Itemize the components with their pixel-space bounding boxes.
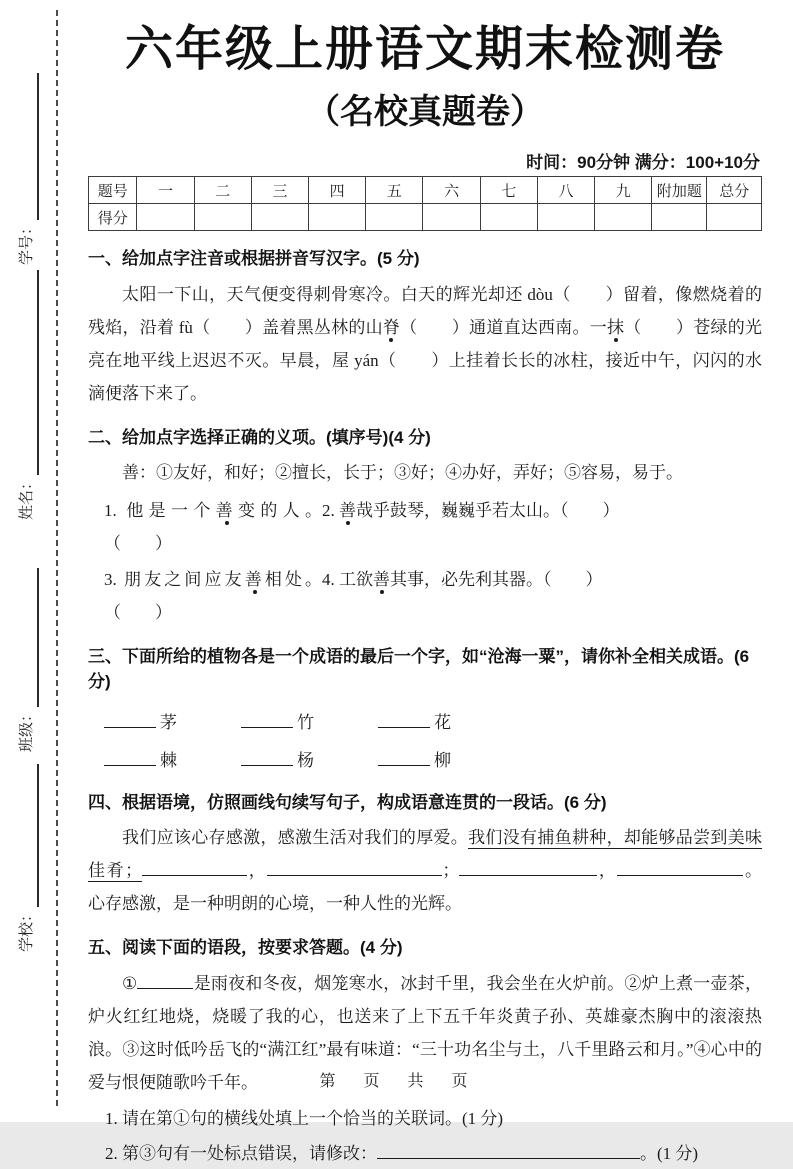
header-cell: 九 bbox=[595, 177, 652, 204]
margin-field-student-id bbox=[15, 73, 39, 265]
section-2-definition: 善：①友好，和好；②擅长，长于；③好；④办好，弄好；⑤容易，易于。 bbox=[122, 463, 683, 483]
answer-blank-line bbox=[267, 860, 442, 876]
answer-blank-line bbox=[241, 712, 293, 728]
score-cell bbox=[137, 204, 194, 231]
passage-text: （ ）苍绿的光亮在地平线上迟迟不灭。早晨，屋 yán（ ）上挂着长长的冰柱，接近中午，闪闪的水滴便落下来了。 bbox=[88, 317, 763, 403]
item-text: 2. bbox=[322, 501, 339, 521]
dashed-cut-line bbox=[56, 10, 58, 1106]
class-blank-line bbox=[18, 568, 39, 707]
answer-blank-line bbox=[241, 750, 293, 766]
section-4-passage bbox=[88, 821, 762, 920]
answer-blank-line bbox=[378, 750, 430, 766]
score-cell bbox=[707, 204, 762, 231]
item-text: 其事，必先利其器。（ ） bbox=[390, 570, 603, 590]
margin-field-school bbox=[15, 764, 39, 952]
list-item bbox=[322, 494, 762, 560]
idiom-blank-item bbox=[241, 709, 378, 737]
idiom-blank-item bbox=[104, 747, 241, 775]
list-item bbox=[104, 563, 322, 629]
header-cell: 四 bbox=[309, 177, 366, 204]
emphasized-char: 善 bbox=[244, 570, 265, 590]
class-label: 班级： bbox=[18, 706, 35, 752]
question-text: 。(1 分) bbox=[640, 1144, 699, 1164]
answer-blank-line bbox=[137, 973, 193, 989]
score-cell bbox=[366, 204, 423, 231]
page-title: 六年级上册语文期末检测卷 bbox=[124, 23, 725, 76]
plant-char: 棘 bbox=[160, 750, 177, 770]
score-row-label: 得分 bbox=[89, 204, 137, 231]
section-5-question-2 bbox=[88, 1138, 762, 1169]
score-cell bbox=[595, 204, 652, 231]
separator: ， bbox=[597, 861, 618, 881]
section-3-grid bbox=[88, 709, 762, 775]
header-cell: 七 bbox=[480, 177, 537, 204]
school-label: 学校： bbox=[18, 906, 35, 952]
answer-blank-line bbox=[377, 1143, 640, 1159]
header-cell: 题号 bbox=[89, 177, 137, 204]
separator: 。 bbox=[743, 861, 763, 881]
margin-field-class bbox=[15, 568, 39, 752]
passage-text: 心存感激，是一种明朗的心境，一种人性的光辉。 bbox=[88, 894, 462, 914]
section-4-heading: 四、根据语境，仿照画线句续写句子，构成语意连贯的一段话。(6 分) bbox=[88, 792, 607, 812]
answer-blank-line bbox=[142, 860, 247, 876]
school-blank-line bbox=[18, 764, 39, 907]
header-cell: 五 bbox=[366, 177, 423, 204]
name-label: 姓名： bbox=[18, 474, 35, 520]
idiom-blank-item bbox=[104, 709, 241, 737]
plant-char: 花 bbox=[434, 712, 451, 732]
plant-char: 茅 bbox=[160, 712, 177, 732]
section-1-heading: 一、给加点字注音或根据拼音写汉字。(5 分) bbox=[88, 249, 420, 269]
page-subtitle: （名校真题卷） bbox=[306, 93, 544, 131]
margin-field-name bbox=[15, 270, 39, 520]
answer-blank-line bbox=[104, 712, 156, 728]
header-cell: 总分 bbox=[707, 177, 762, 204]
list-item bbox=[104, 494, 322, 560]
passage-text: 是雨夜和冬夜，烟笼寒水，冰封千里，我会坐在火炉前。②炉上煮一壶茶，炉火红红地烧，烧暖了我的心，也送来了上下五千年炎黄子孙、英雄豪杰胸中的滚滚热浪。③这时低吟岳飞的“满江红”最有味道：“三十功名尘与土，八千里路云和月。”④心中的爱与恨便随歌吟千年。 bbox=[88, 974, 762, 1093]
item-text: 4. 工欲 bbox=[322, 570, 373, 590]
answer-blank-line bbox=[378, 712, 430, 728]
score-cell bbox=[537, 204, 594, 231]
emphasized-char: 善 bbox=[373, 570, 390, 590]
item-text: 变的人。（ ） bbox=[104, 501, 323, 554]
header-cell: 三 bbox=[251, 177, 308, 204]
question-text: 2. 第③句有一处标点错误，请修改： bbox=[105, 1144, 377, 1164]
score-table-header-row bbox=[89, 177, 762, 204]
plant-char: 柳 bbox=[434, 750, 451, 770]
passage-text: ① bbox=[122, 974, 138, 994]
idiom-blank-item bbox=[378, 709, 762, 737]
student-id-label: 学号： bbox=[18, 219, 35, 265]
item-text: 3. 朋友之间应友 bbox=[104, 570, 245, 590]
answer-blank-line bbox=[617, 860, 743, 876]
passage-text: 太阳一下山，天气便变得刺骨寒冷。白天的辉光却还 dòu（ ）留着，像燃烧着的残焰，沿着 fù（ ）盖着黑丛林的山 bbox=[88, 284, 762, 337]
separator: ； bbox=[442, 861, 460, 881]
passage-text: 我们应该心存感激，感激生活对我们的厚爱。 bbox=[122, 828, 469, 848]
answer-blank-line bbox=[104, 750, 156, 766]
idiom-blank-item bbox=[241, 747, 378, 775]
student-id-blank-line bbox=[18, 73, 39, 220]
plant-char: 竹 bbox=[297, 712, 314, 732]
section-5-heading: 五、阅读下面的语段，按要求答题。(4 分) bbox=[88, 938, 403, 958]
idiom-blank-item bbox=[378, 747, 762, 775]
score-cell bbox=[309, 204, 366, 231]
answer-blank-line bbox=[459, 860, 597, 876]
name-blank-line bbox=[18, 270, 39, 475]
section-2-heading: 二、给加点字选择正确的义项。(填序号)(4 分) bbox=[88, 427, 431, 447]
score-cell bbox=[194, 204, 251, 231]
score-cell bbox=[652, 204, 707, 231]
underlined-model-sentence: 我们没有捕鱼耕种，却能够品尝到美味佳肴； bbox=[88, 828, 763, 881]
section-2-items bbox=[88, 491, 762, 629]
separator: ， bbox=[247, 861, 268, 881]
plant-char: 杨 bbox=[297, 750, 314, 770]
score-table-score-row bbox=[89, 204, 762, 231]
header-cell: 附加题 bbox=[652, 177, 707, 204]
item-text: 哉乎鼓琴，巍巍乎若太山。（ ） bbox=[356, 501, 620, 521]
item-text: 1. 他是一个 bbox=[104, 501, 216, 521]
score-cell bbox=[251, 204, 308, 231]
section-3-heading: 三、下面所给的植物各是一个成语的最后一个字，如“沧海一粟”，请你补全相关成语。(6 分) bbox=[88, 647, 750, 692]
header-cell: 六 bbox=[423, 177, 480, 204]
header-cell: 一 bbox=[137, 177, 194, 204]
list-item bbox=[322, 563, 762, 629]
header-cell: 二 bbox=[194, 177, 251, 204]
passage-text: （ ）通道直达西南。一 bbox=[400, 317, 608, 337]
item-text: 相处。（ ） bbox=[104, 570, 323, 623]
header-cell: 八 bbox=[537, 177, 594, 204]
score-cell bbox=[480, 204, 537, 231]
score-table bbox=[88, 176, 762, 231]
emphasized-char: 善 bbox=[339, 501, 356, 521]
score-cell bbox=[423, 204, 480, 231]
emphasized-char: 抹 bbox=[607, 317, 625, 337]
main-content bbox=[88, 14, 762, 1169]
emphasized-char: 脊 bbox=[382, 317, 401, 337]
section-1-passage bbox=[88, 278, 762, 410]
page-footer: 第 页 共 页 bbox=[319, 1073, 474, 1090]
section-5-question-1: 1. 请在第①句的横线处填上一个恰当的关联词。(1 分) bbox=[105, 1109, 504, 1129]
time-score-info: 时间：90分钟 满分：100+10分 bbox=[526, 153, 760, 173]
emphasized-char: 善 bbox=[215, 501, 239, 521]
